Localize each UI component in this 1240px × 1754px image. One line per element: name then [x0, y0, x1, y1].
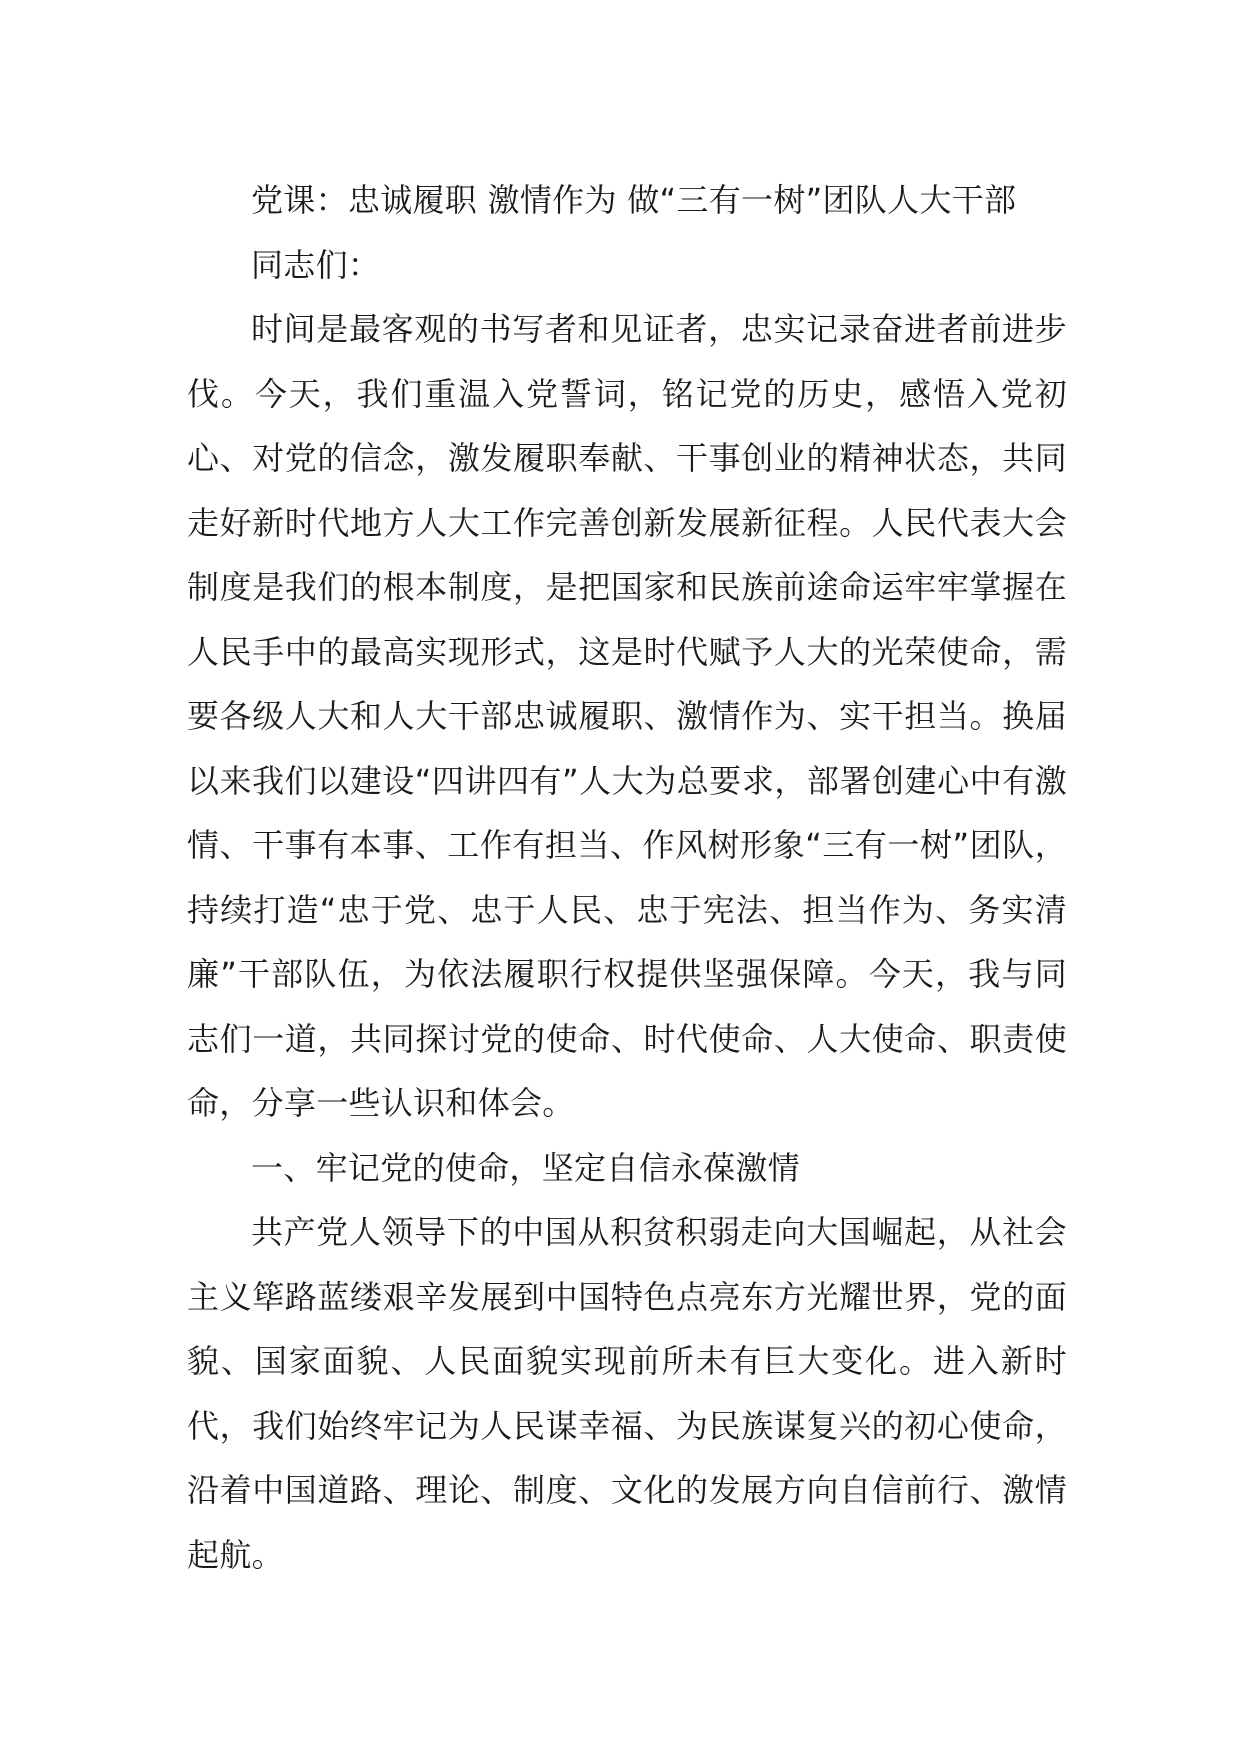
paragraph-section-1: 共产党人领导下的中国从积贫积弱走向大国崛起，从社会主义筚路蓝缕艰辛发展到中国特色点亮东方光耀世界，党的面貌、国家面貌、人民面貌实现前所未有巨大变化。进入新时代，我们始终牢记为人民谋幸福、为民族谋复兴的初心使命，沿着中国道路、理论、制度、文化的发展方向自信前行、激情起航。	[187, 1213, 1067, 1574]
document-title: 党课：忠诚履职 激情作为 做“三有一树”团队人大干部	[251, 181, 1017, 219]
paragraph-intro: 时间是最客观的书写者和见证者，忠实记录奋进者前进步伐。今天，我们重温入党誓词，铭记党的历史，感悟入党初心、对党的信念，激发履职奉献、干事创业的精神状态，共同走好新时代地方人大工作完善创新发展新征程。人民代表大会制度是我们的根本制度，是把国家和民族前途命运牢牢掌握在人民手中的最高实现形式，这是时代赋予人大的光荣使命，需要各级人大和人大干部忠诚履职、激情作为、实干担当。换届以来我们以建设“四讲四有”人大为总要求，部署创建心中有激情、干事有本事、工作有担当、作风树形象“三有一树”团队，持续打造“忠于党、忠于人民、忠于宪法、担当作为、务实清廉”干部队伍，为依法履职行权提供坚强保障。今天，我与同志们一道，共同探讨党的使命、时代使命、人大使命、职责使命，分享一些认识和体会。	[187, 310, 1067, 1122]
document-body	[187, 168, 1067, 1587]
section-heading-1: 一、牢记党的使命，坚定自信永葆激情	[251, 1148, 801, 1187]
salutation: 同志们：	[251, 245, 381, 284]
